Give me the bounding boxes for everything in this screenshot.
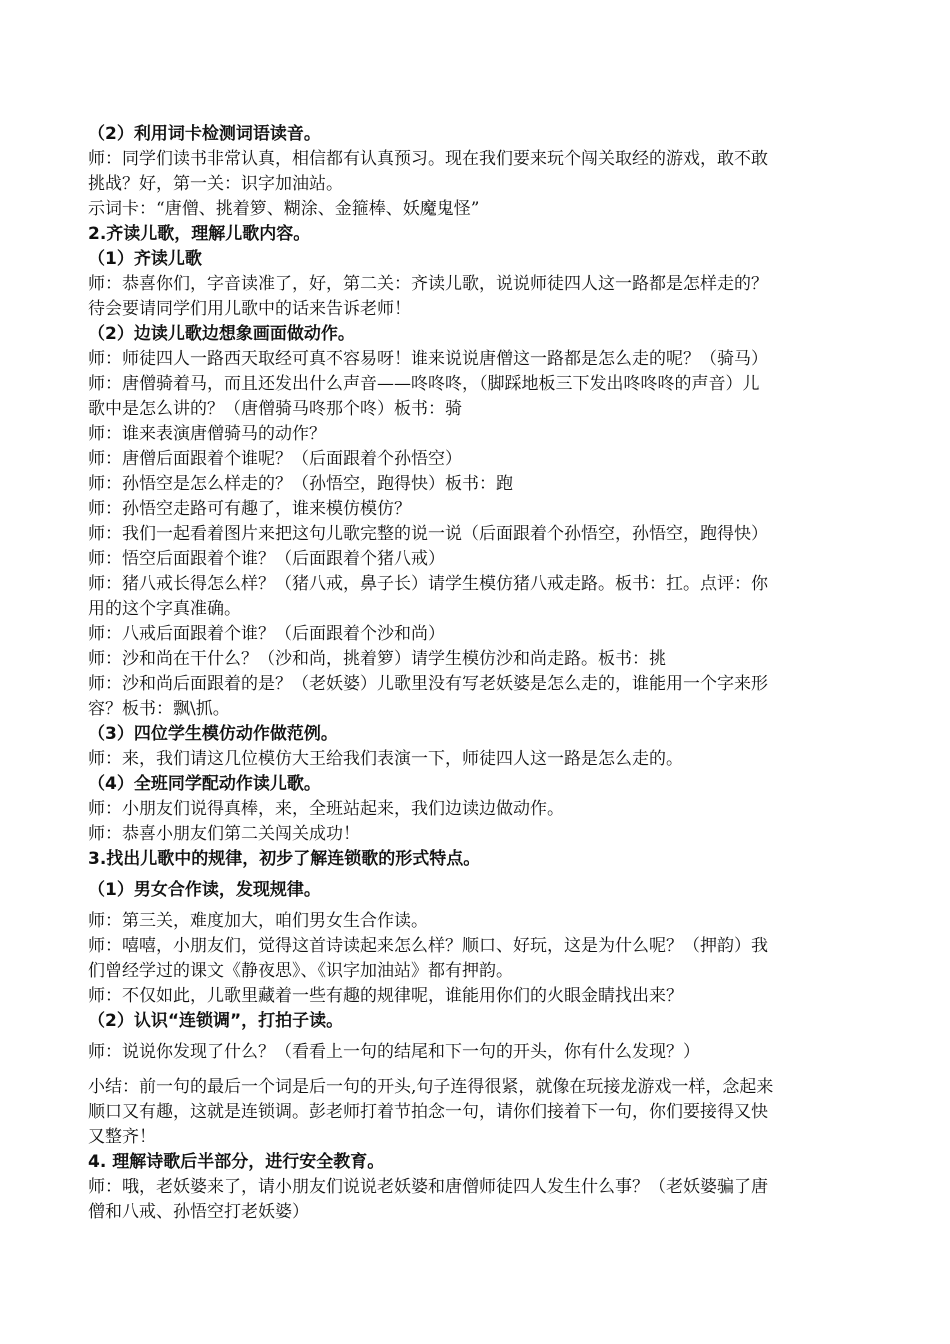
section-heading: （1）齐读儿歌 <box>88 249 202 269</box>
text-line: 歌中是怎么讲的？（唐僧骑马咚那个咚）板书：骑 <box>88 399 462 419</box>
text-line: 师：恭喜小朋友们第二关闯关成功！ <box>88 824 360 844</box>
section-heading: （4）全班同学配动作读儿歌。 <box>88 774 321 794</box>
text-line: 用的这个字真准确。 <box>88 599 241 619</box>
text-line: 师：不仅如此，儿歌里藏着一些有趣的规律呢，谁能用你们的火眼金睛找出来？ <box>88 986 683 1006</box>
text-line: 师：小朋友们说得真棒，来，全班站起来，我们边读边做动作。 <box>88 799 564 819</box>
text-line: 师：孙悟空走路可有趣了，谁来模仿模仿？ <box>88 499 411 519</box>
text-line: 示词卡：“唐僧、挑着箩、糊涂、金箍棒、妖魔鬼怪” <box>88 199 480 219</box>
text-line: 师：唐僧骑着马，而且还发出什么声音——咚咚咚，（脚踩地板三下发出咚咚咚的声音）儿 <box>88 374 760 394</box>
text-line: 师：恭喜你们，字音读准了，好，第二关：齐读儿歌，说说师徒四人这一路都是怎样走的？ <box>88 274 768 294</box>
text-line: 师：沙和尚后面跟着的是？（老妖婆）儿歌里没有写老妖婆是怎么走的，谁能用一个字来形 <box>88 674 768 694</box>
text-line: 师：同学们读书非常认真，相信都有认真预习。现在我们要来玩个闯关取经的游戏，敢不敢 <box>88 149 768 169</box>
section-heading: （3）四位学生模仿动作做范例。 <box>88 724 338 744</box>
text-line: 师：说说你发现了什么？（看看上一句的结尾和下一句的开头，你有什么发现？） <box>88 1042 700 1062</box>
text-line: 师：悟空后面跟着个谁？（后面跟着个猪八戒） <box>88 549 445 569</box>
text-line: 待会要请同学们用儿歌中的话来告诉老师！ <box>88 299 411 319</box>
text-line: 师：猪八戒长得怎么样？（猪八戒，鼻子长）请学生模仿猪八戒走路。板书：扛。点评：你 <box>88 574 768 594</box>
section-heading: 4. 理解诗歌后半部分，进行安全教育。 <box>88 1152 385 1172</box>
section-heading: （1）男女合作读，发现规律。 <box>88 880 321 900</box>
section-heading: （2）利用词卡检测词语读音。 <box>88 124 321 144</box>
section-heading: 3.找出儿歌中的规律，初步了解连锁歌的形式特点。 <box>88 849 481 869</box>
text-line: 僧和八戒、孙悟空打老妖婆） <box>88 1202 309 1222</box>
text-line: 师：来，我们请这几位模仿大王给我们表演一下，师徒四人这一路是怎么走的。 <box>88 749 683 769</box>
text-line: 师：嘻嘻，小朋友们，觉得这首诗读起来怎么样？顺口、好玩，这是为什么呢？（押韵）我 <box>88 936 768 956</box>
text-line: 顺口又有趣，这就是连锁调。彭老师打着节拍念一句，请你们接着下一句，你们要接得又快 <box>88 1102 768 1122</box>
text-line: 容？板书：飘\抓。 <box>88 699 230 719</box>
text-line: 又整齐！ <box>88 1127 156 1147</box>
text-line: 师：孙悟空是怎么样走的？（孙悟空，跑得快）板书：跑 <box>88 474 513 494</box>
text-line: 师：我们一起看着图片来把这句儿歌完整的说一说（后面跟着个孙悟空，孙悟空，跑得快） <box>88 524 768 544</box>
text-line: 师：第三关，难度加大，咱们男女生合作读。 <box>88 911 428 931</box>
document-body <box>88 122 868 1225</box>
text-line: 师：谁来表演唐僧骑马的动作？ <box>88 424 326 444</box>
text-line: 师：沙和尚在干什么？（沙和尚，挑着箩）请学生模仿沙和尚走路。板书：挑 <box>88 649 666 669</box>
text-line: 师：哦，老妖婆来了，请小朋友们说说老妖婆和唐僧师徒四人发生什么事？（老妖婆骗了唐 <box>88 1177 768 1197</box>
section-heading: 2.齐读儿歌，理解儿歌内容。 <box>88 224 311 244</box>
text-line: 们曾经学过的课文《静夜思》、《识字加油站》都有押韵。 <box>88 961 513 981</box>
text-line: 师：唐僧后面跟着个谁呢？（后面跟着个孙悟空） <box>88 449 462 469</box>
text-line: 师：八戒后面跟着个谁？（后面跟着个沙和尚） <box>88 624 445 644</box>
text-line: 挑战？好，第一关：识字加油站。 <box>88 174 343 194</box>
text-line: 小结：前一句的最后一个词是后一句的开头,句子连得很紧，就像在玩接龙游戏一样，念起来 <box>88 1077 774 1097</box>
text-line: 师：师徒四人一路西天取经可真不容易呀！谁来说说唐僧这一路都是怎么走的呢？（骑马） <box>88 349 768 369</box>
section-heading: （2）边读儿歌边想象画面做动作。 <box>88 324 355 344</box>
section-heading: （2）认识“连锁调”，打拍子读。 <box>88 1011 344 1031</box>
